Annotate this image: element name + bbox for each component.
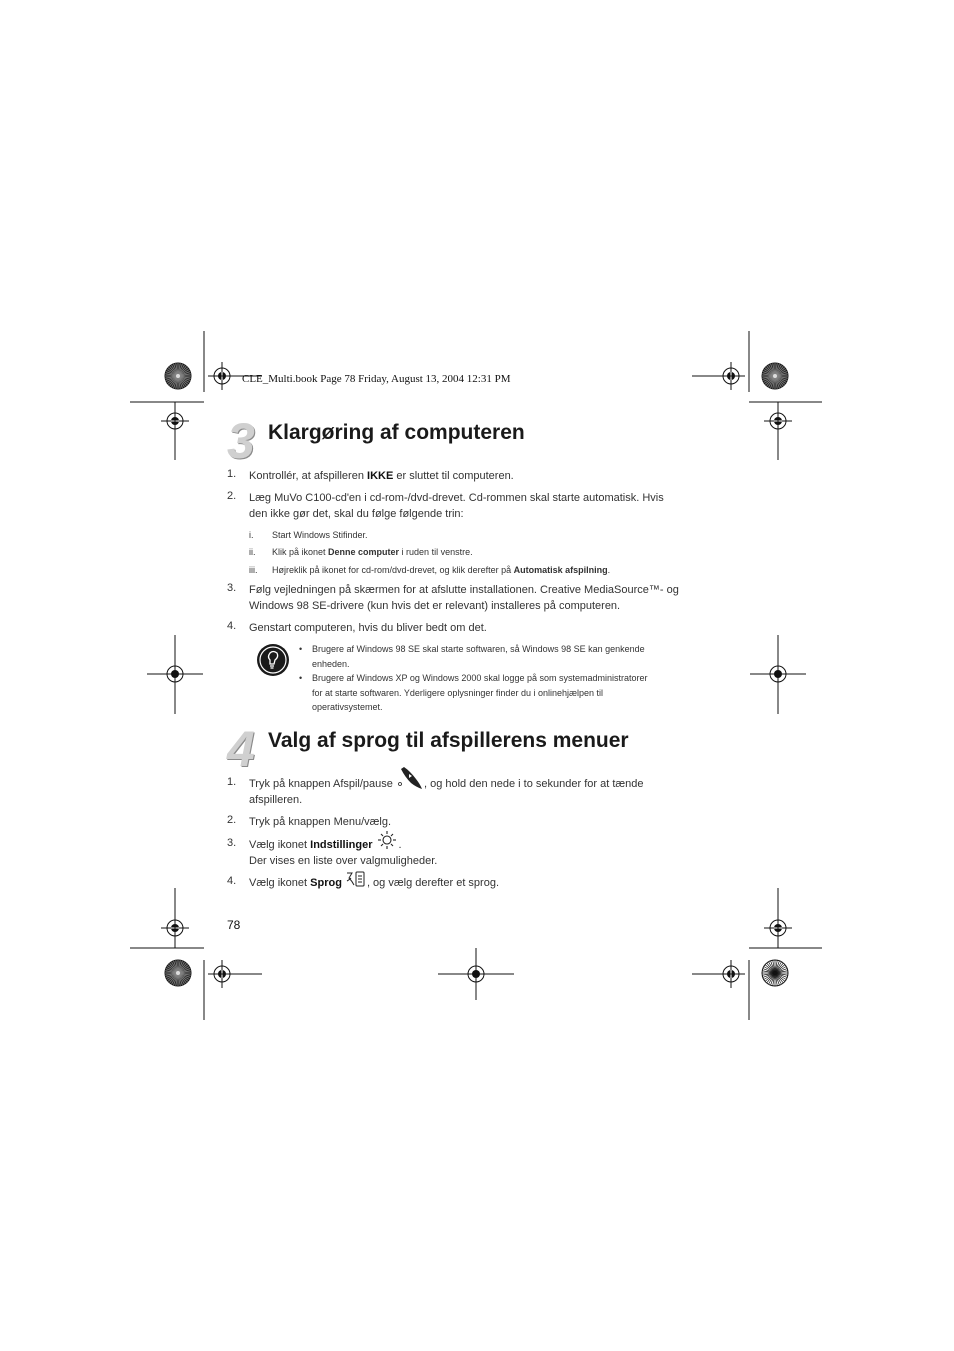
- step-number: 2.: [227, 814, 237, 826]
- color-bar-dial: [773, 374, 777, 378]
- section-title: Klargøring af computeren: [268, 421, 525, 444]
- section-number: 4: [227, 721, 254, 777]
- page-number: 78: [227, 918, 241, 932]
- color-bar-dial: [176, 374, 180, 378]
- language-icon: [345, 869, 367, 889]
- step-number: 4.: [227, 875, 237, 887]
- color-bar-dial: [773, 971, 777, 975]
- step-number: 2.: [227, 490, 237, 502]
- section-title: Valg af sprog til afspillerens menuer: [268, 729, 629, 752]
- step-text: Læg MuVo C100-cd'en i cd-rom-/dvd-drevet. Cd-rommen skal starte automatisk. Hvis den ikke gør det, skal du følge følgende trin:: [249, 492, 664, 520]
- note-text: Brugere af Windows 98 SE skal starte softwaren, så Windows 98 SE kan genkende enheden.: [312, 644, 645, 669]
- substep-text: Højreklik på ikonet for cd-rom/dvd-drevet, og klik derefter på Automatisk afspilning.: [272, 565, 611, 575]
- step-text: Vælg ikonet Indstillinger . Der vises en liste over valgmuligheder.: [249, 837, 709, 869]
- step-text: Kontrollér, at afspilleren IKKE er sluttet til computeren.: [249, 470, 514, 482]
- substep-number: ii.: [249, 547, 256, 557]
- settings-gear-icon: [375, 830, 399, 850]
- substep-number: i.: [249, 530, 254, 540]
- step-text: Tryk på knappen Afspil/pause , og hold den nede i to sekunder for at tænde afspilleren.: [249, 776, 719, 808]
- lightbulb-note-icon: [256, 643, 290, 677]
- play-pause-button-icon: [396, 765, 424, 791]
- note-bullet: •: [299, 644, 303, 654]
- substep-text: Start Windows Stifinder.: [272, 530, 368, 540]
- step-text: Tryk på knappen Menu/vælg.: [249, 816, 392, 828]
- book-header: CLE_Multi.book Page 78 Friday, August 13, 2004 12:31 PM: [242, 373, 511, 385]
- step-number: 4.: [227, 620, 237, 632]
- note-text: Brugere af Windows XP og Windows 2000 skal logge på som systemadministratorer for at starte softwaren. Yderligere oplysninger finder du i onlinehjælpen til operativsystemet.: [312, 673, 648, 712]
- substep-number: iii.: [249, 565, 258, 575]
- step-number: 3.: [227, 582, 237, 594]
- substep-text: Klik på ikonet Denne computer i ruden til venstre.: [272, 547, 473, 557]
- step-text: Genstart computeren, hvis du bliver bedt om det.: [249, 622, 487, 634]
- step-number: 1.: [227, 776, 237, 788]
- step-number: 3.: [227, 837, 237, 849]
- step-text: Vælg ikonet Sprog , og vælg derefter et sprog.: [249, 875, 709, 891]
- note-bullet: •: [299, 673, 303, 683]
- step-text: Følg vejledningen på skærmen for at afslutte installationen. Creative MediaSource™- og Windows 98 SE-drivere (kun hvis det er relevant) installeres på computeren.: [249, 584, 679, 612]
- section-number: 3: [227, 413, 254, 469]
- color-bar-dial: [176, 971, 180, 975]
- step-number: 1.: [227, 468, 237, 480]
